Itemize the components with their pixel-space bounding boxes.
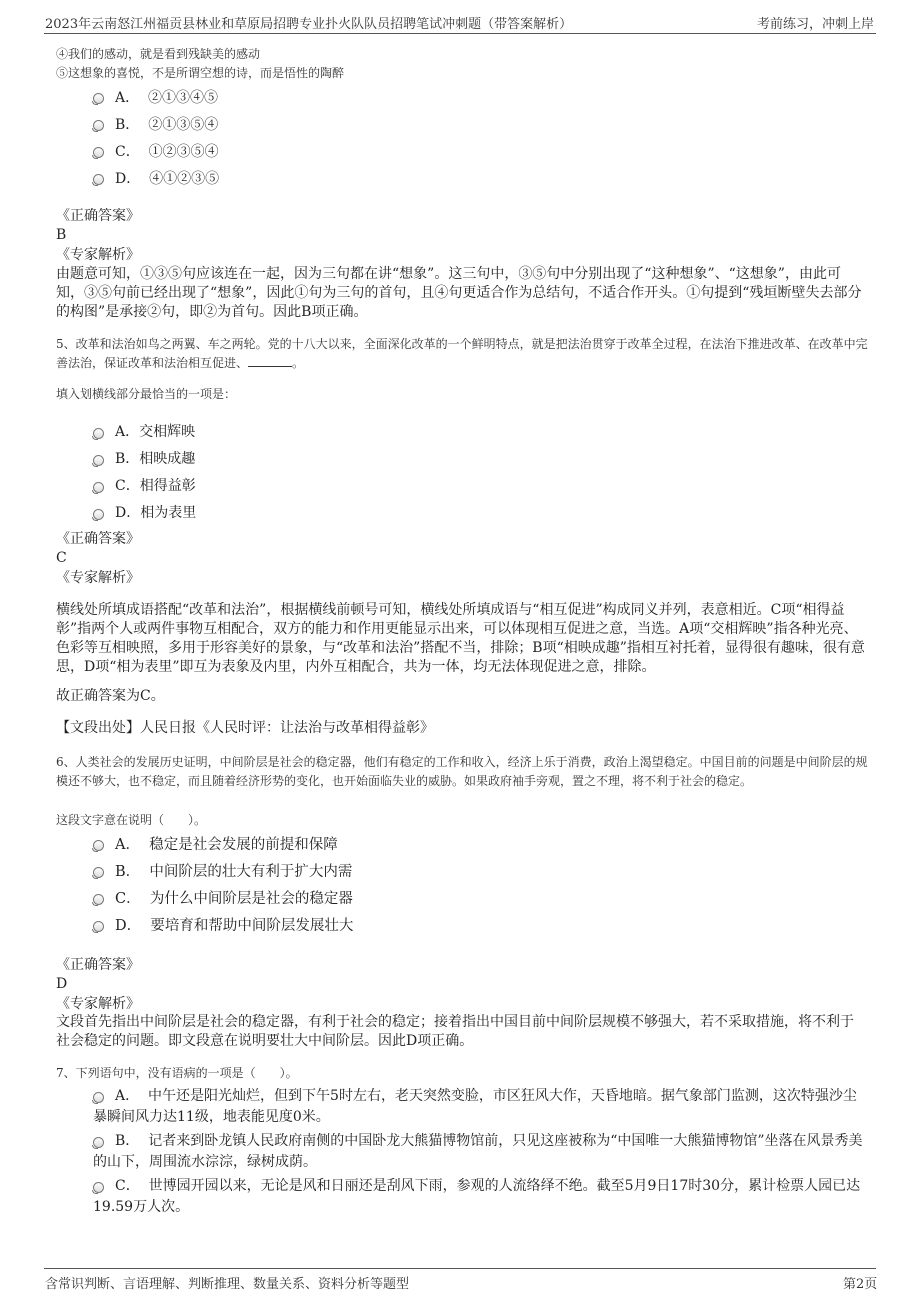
q6-option-c[interactable] [115,887,353,908]
footer-rule [44,1268,876,1269]
option-letter: C． [115,144,140,160]
option-text: 相映成趣 [139,451,196,467]
option-text: ②①③④⑤ [148,90,219,106]
q4-option-c-radio[interactable] [93,147,104,158]
q5-stem-end: 。 [292,356,305,370]
q4-option-a[interactable] [115,87,218,107]
option-letter: A． [115,837,140,853]
option-text: ②①③⑤④ [148,117,219,133]
q6-option-b-radio[interactable] [93,867,104,878]
q4-option-c[interactable] [115,141,219,161]
option-letter: B． [115,1133,140,1149]
q6-analysis: 文段首先指出中间阶层是社会的稳定器，有利于社会的稳定；接着指出中国目前中间阶层规模不够强大，若不采取措施，将不利于社会稳定的问题。即文段意在说明要壮大中间阶层。因此D项正确。 [56,1014,854,1049]
q7-stem: 7、下列语句中，没有语病的一项是（ ）。 [56,1066,298,1080]
q6-option-d-radio[interactable] [93,921,104,932]
q5-stem [56,335,871,373]
option-letter: B． [115,117,140,133]
q6-option-a[interactable] [115,833,338,854]
option-letter: D． [115,171,141,187]
q5-option-b[interactable] [115,448,195,468]
q6-option-d[interactable] [115,914,353,935]
q4-option-d-radio[interactable] [93,174,104,185]
option-letter: B． [115,451,140,467]
q5-option-a[interactable] [115,421,195,441]
option-letter: C． [115,1178,140,1194]
option-text: 相为表里 [140,505,197,521]
q6-answer-heading: 《正确答案》 [56,957,140,973]
q7-option-a[interactable] [93,1086,868,1128]
option-text: 世博园开园以来，无论是风和日丽还是刮风下雨，参观的人流络绎不绝。截至5月9日17时30分，累计检票人园已达19.59万人次。 [93,1178,861,1215]
q6-prompt: 这段文字意在说明（ ）。 [56,813,207,827]
option-text: 交相辉映 [139,424,196,440]
option-letter: A． [115,90,140,106]
footer-topics: 含常识判断、言语理解、判断推理、数量关系、资料分析等题型 [45,1277,410,1292]
q4-option-a-radio[interactable] [93,93,104,104]
q6-option-b[interactable] [115,860,352,881]
q5-conclusion: 故正确答案为C。 [56,688,165,704]
q5-prompt: 填入划横线部分最恰当的一项是： [56,387,237,401]
option-letter: A． [115,1088,140,1104]
option-letter: D． [115,505,141,521]
q4-option-d[interactable] [115,168,219,188]
q5-analysis: 横线处所填成语搭配“改革和法治”，根据横线前顿号可知，横线处所填成语与“相互促进”构成同义并列，表意相近。C项“相得益彰”指两个人或两件事物互相配合，双方的能力和作用更能显示出来，可以体现相互促进之意，当选。A项“交相辉映”指各种光亮、色彩等互相映照，多用于形容美好的景象，与“改革和法治”搭配不当，排除；B项“相映成趣”指相互衬托着，显得很有趣味，很有意思，D项“相为表里”即互为表象及内里，内外互相配合，共为一体，均无法体现促进之意，排除。 [56,602,865,675]
q6-option-a-radio[interactable] [93,840,104,851]
q5-option-d-radio[interactable] [93,509,104,520]
option-letter: D． [115,918,142,934]
q7-option-b[interactable] [93,1131,868,1173]
q5-option-a-radio[interactable] [93,428,104,439]
header-rule [44,33,876,34]
q5-answer: C [56,550,67,566]
q6-option-c-radio[interactable] [93,894,104,905]
option-letter: A． [115,424,140,440]
q5-analysis-heading: 《专家解析》 [56,570,140,586]
q4-answer-heading: 《正确答案》 [56,208,140,224]
option-text: ④①②③⑤ [149,171,220,187]
option-letter: B． [115,864,141,880]
q5-blank [248,354,292,367]
q6-analysis-heading: 《专家解析》 [56,996,140,1012]
q5-option-b-radio[interactable] [93,455,104,466]
option-text: 记者来到卧龙镇人民政府南侧的中国卧龙大熊猫博物馆前，只见这座被称为“中国唯一大熊猫博物馆”坐落在风景秀美的山下，周围流水淙淙，绿树成荫。 [93,1133,863,1170]
q5-source: 【文段出处】人民日报《人民时评：让法治与改革相得益彰》 [56,720,434,736]
option-letter: C． [115,891,141,907]
q5-stem-text: 5、改革和法治如鸟之两翼、车之两轮。党的十八大以来，全面深化改革的一个鲜明特点，就是把法治贯穿于改革全过程，在法治下推进改革、在改革中完善法治，保证改革和法治相互促进、 [56,337,868,370]
q4-analysis: 由题意可知，①③⑤句应该连在一起，因为三句都在讲“想象”。这三句中，③⑤句中分别出现了“这种想象”、“这想象”，由此可知，③⑤句前已经出现了“想象”，因此①句为三句的首句，且④句更适合作为总结句，不适合作开头。①句提到“残垣断壁失去部分的构图”是承接②句，即②为首句。因此B项正确。 [56,266,862,320]
q6-stem: 6、人类社会的发展历史证明，中间阶层是社会的稳定器，他们有稳定的工作和收入，经济上乐于消费，政治上渴望稳定。中国目前的问题是中间阶层的规模还不够大，也不稳定，而且随着经济形势的变化，也开始面临失业的威胁。如果政府袖手旁观，置之不理，将不利于社会的稳定。 [56,755,868,788]
q5-option-c-radio[interactable] [93,482,104,493]
option-text: 中午还是阳光灿烂，但到下午5时左右，老天突然变脸，市区狂风大作，天昏地暗。据气象部门监测，这次特强沙尘暴瞬间风力达11级，地表能见度0米。 [93,1088,857,1125]
option-text: 相得益彰 [139,478,196,494]
q4-option-b-radio[interactable] [93,120,104,131]
q4-option-b[interactable] [115,114,218,134]
q5-option-d[interactable] [115,502,196,522]
page-number: 第2页 [843,1277,878,1292]
option-text: 中间阶层的壮大有利于扩大内需 [149,864,353,880]
document-title: 2023年云南怒江州福贡县林业和草原局招聘专业扑火队队员招聘笔试冲刺题（带答案解析） [45,17,573,32]
q5-option-c[interactable] [115,475,196,495]
option-letter: C． [115,478,140,494]
option-text: 为什么中间阶层是社会的稳定器 [149,891,353,907]
q4-sentence-4: ④我们的感动，就是看到残缺美的感动 [56,47,261,61]
option-text: 要培育和帮助中间阶层发展壮大 [150,918,354,934]
q4-analysis-heading: 《专家解析》 [56,247,140,263]
option-text: ①②③⑤④ [148,144,219,160]
option-text: 稳定是社会发展的前提和保障 [149,837,338,853]
q7-option-c[interactable] [93,1176,868,1218]
header-slogan: 考前练习，冲刺上岸 [757,17,875,32]
q5-answer-heading: 《正确答案》 [56,531,140,547]
q4-answer: B [56,227,67,243]
q6-answer: D [56,976,68,992]
q4-sentence-5: ⑤这想象的喜悦，不是所谓空想的诗，而是悟性的陶醉 [56,66,345,80]
